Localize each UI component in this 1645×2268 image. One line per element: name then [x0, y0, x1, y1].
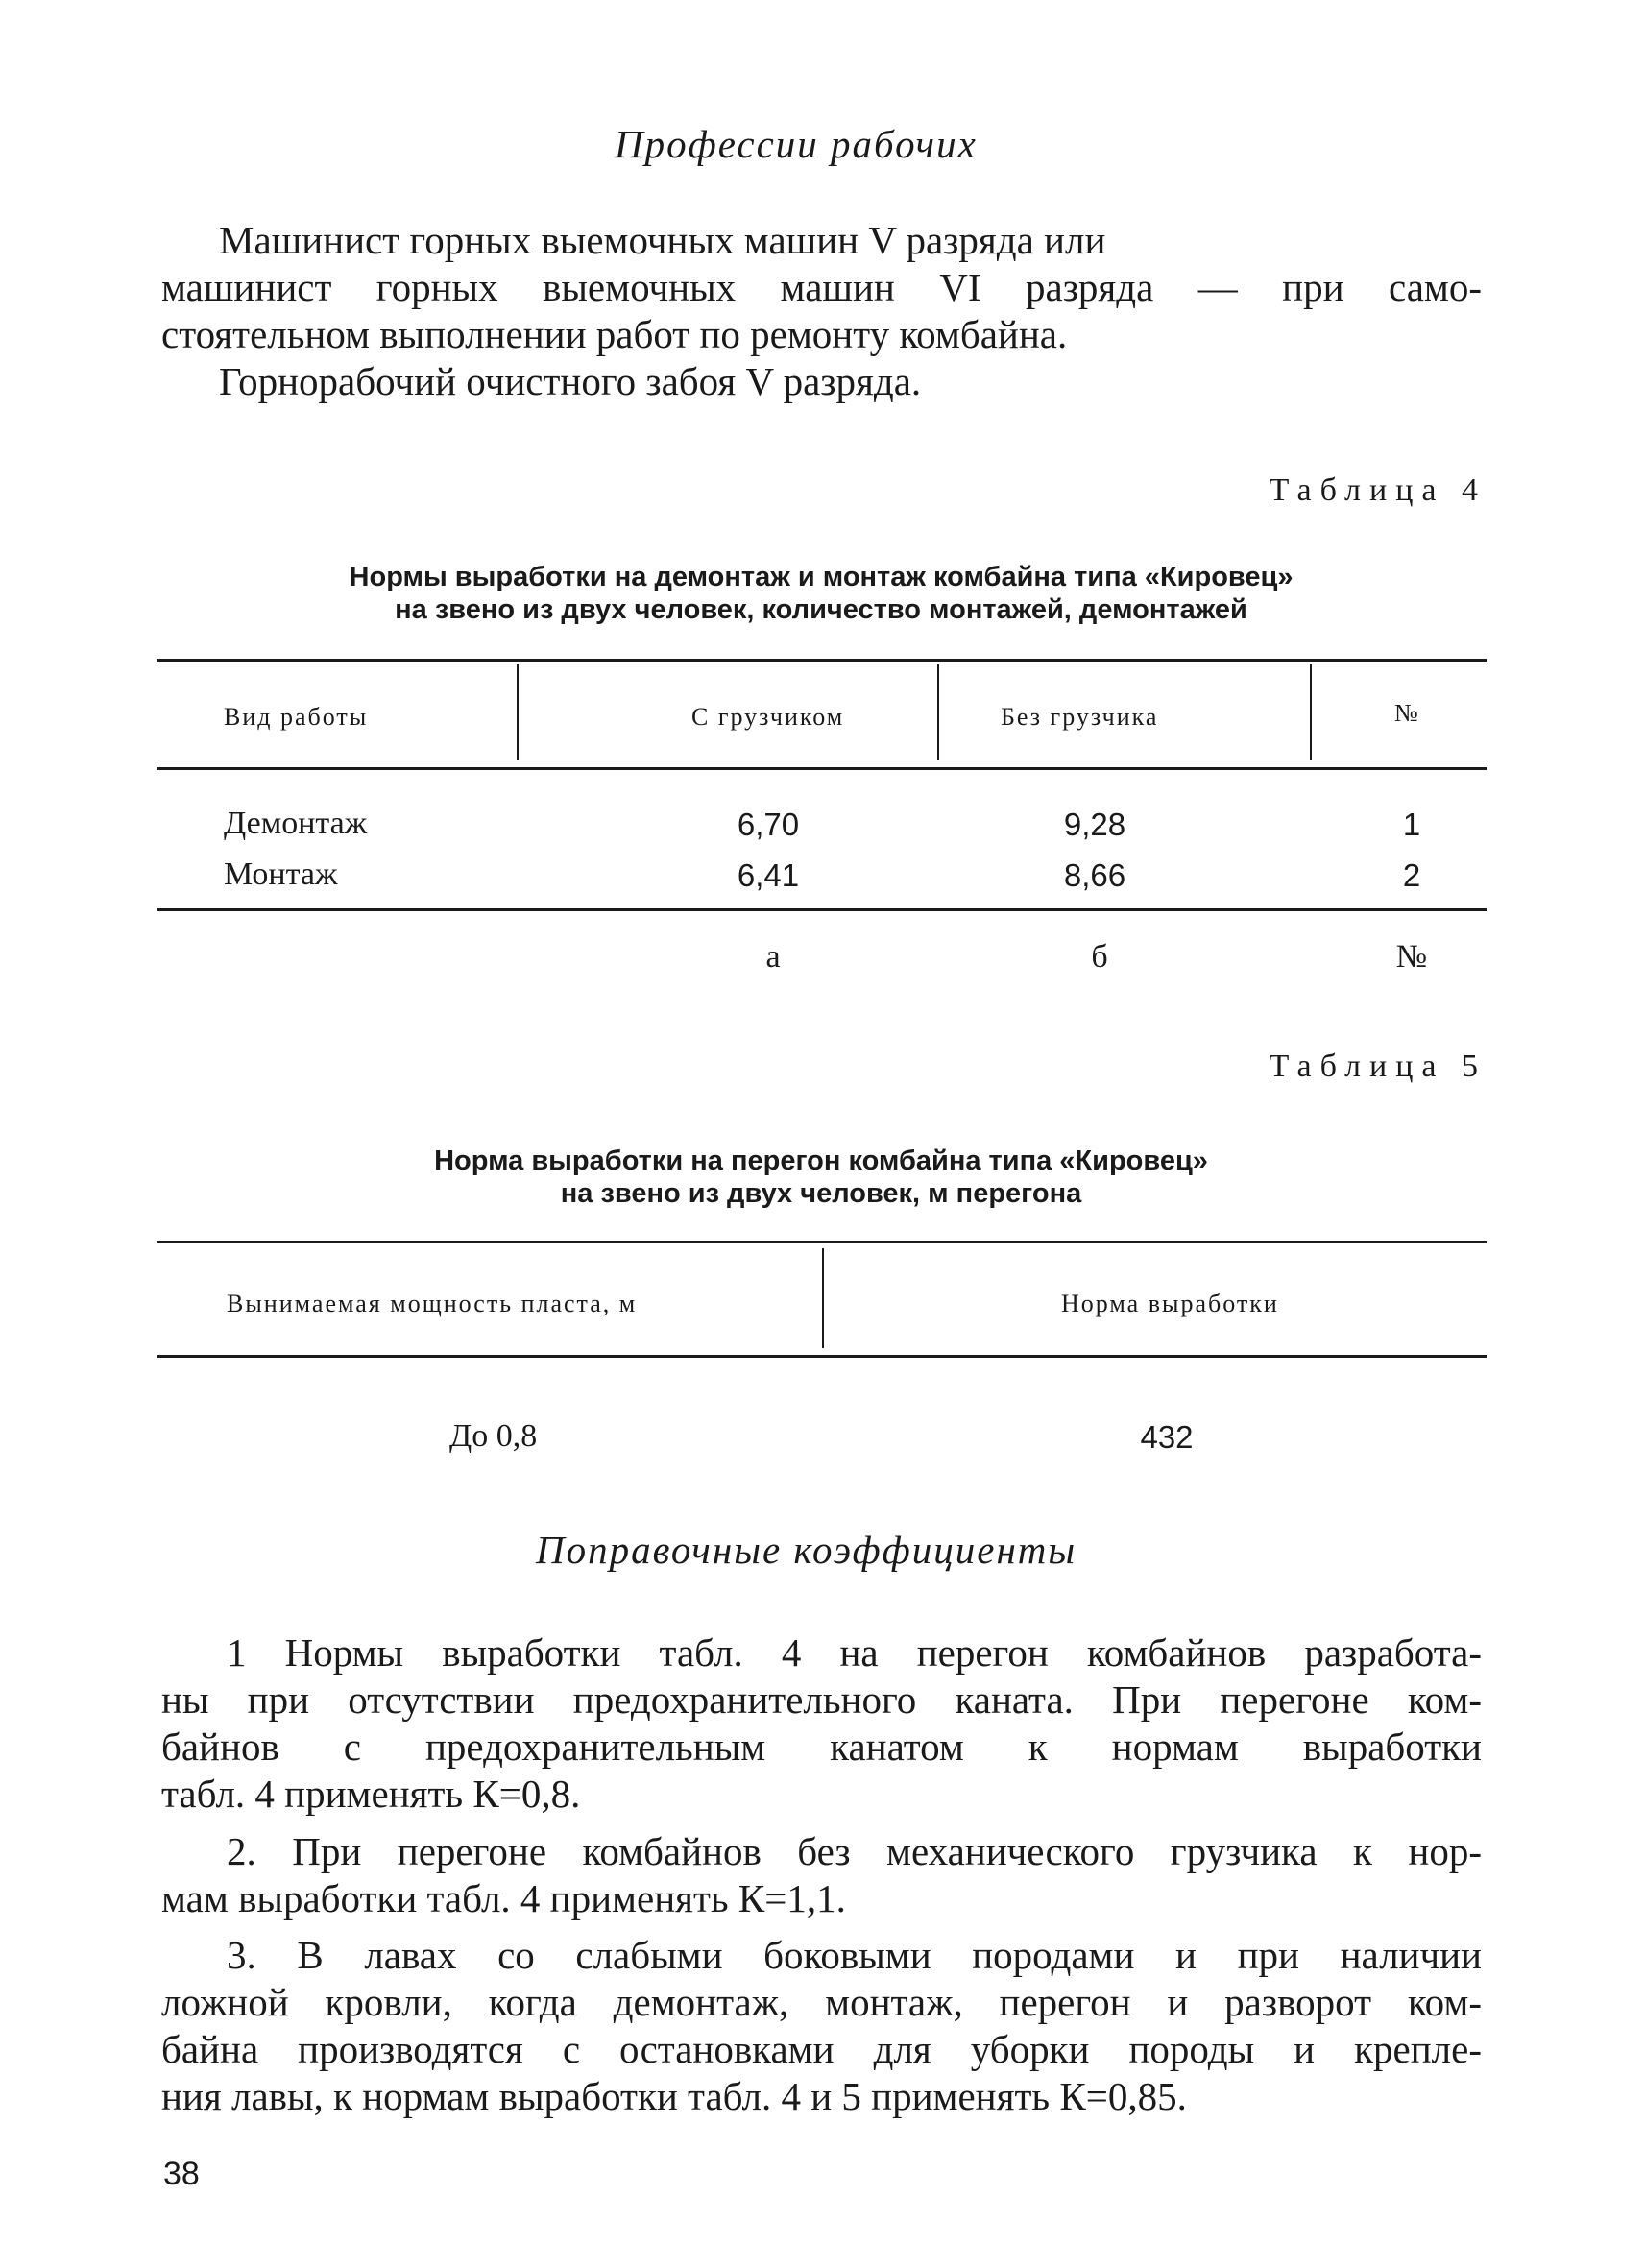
table4-header-rule [157, 767, 1487, 770]
section-heading-coefficients: Поправочные коэффициенты [536, 1528, 1077, 1572]
table5-top-rule [157, 1241, 1487, 1243]
table4-footer-b: б [1091, 939, 1108, 975]
table4-row-1-without-loader: 9,28 [1063, 807, 1126, 842]
section-heading-workers: Профессии рабочих [615, 122, 978, 166]
table4-col-divider-3 [1310, 664, 1312, 760]
table5-header-thickness: Вынимаемая мощность пласта, м [227, 1290, 638, 1317]
table4-row-1-label: Демонтаж [224, 806, 368, 841]
table5-col-divider [822, 1248, 824, 1348]
table4-footer-a: а [765, 939, 781, 975]
table4-header-with-loader: С грузчиком [691, 703, 845, 731]
table4-bottom-rule [157, 908, 1487, 911]
coef-p3-line-1: 3. В лавах со слабыми боковыми породами и при наличии [227, 1933, 1482, 1977]
table4-footer-number: № [1395, 939, 1428, 975]
coef-p1-line-3: байнов с предохранительным канатом к нормам выработки [161, 1725, 1482, 1769]
table4-caption: Таблица 4 [1269, 472, 1487, 508]
page-number: 38 [163, 2156, 200, 2192]
table4-header-work-type: Вид работы [224, 703, 369, 731]
table4-col-divider-2 [937, 664, 939, 760]
table4-row-2-label: Монтаж [224, 857, 338, 892]
table4-top-rule [157, 659, 1487, 662]
workers-line-3: стоятельном выполнении работ по ремонту комбайна. [161, 312, 1068, 356]
table5-title-line-2: на звено из двух человек, м перегона [560, 1178, 1082, 1209]
table4-title-line-1: Нормы выработки на демонтаж и монтаж комбайна типа «Кировец» [349, 562, 1294, 592]
coef-p2-line-2: мам выработки табл. 4 применять К=1,1. [161, 1876, 846, 1920]
coef-p1-line-1: 1 Нормы выработки табл. 4 на перегон комбайнов разработа- [227, 1630, 1482, 1675]
workers-line-2: машинист горных выемочных машин VI разряда — при само- [161, 265, 1482, 309]
coef-p2-line-1: 2. При перегоне комбайнов без механического грузчика к нор- [227, 1829, 1482, 1873]
table5-row-1-norm: 432 [1140, 1419, 1194, 1455]
coef-p3-line-2: ложной кровли, когда демонтаж, монтаж, перегон и разворот ком- [161, 1980, 1482, 2024]
table5-row-1-thickness: До 0,8 [449, 1418, 538, 1454]
coef-p3-line-4: ния лавы, к нормам выработки табл. 4 и 5 применять К=0,85. [161, 2074, 1187, 2118]
table5-header-norm: Норма выработки [1061, 1290, 1279, 1317]
coef-p1-line-2: ны при отсутствии предохранительного каната. При перегоне ком- [161, 1677, 1482, 1722]
table5-caption: Таблица 5 [1269, 1049, 1487, 1084]
table4-header-without-loader: Без грузчика [1001, 703, 1159, 731]
table4-row-2-without-loader: 8,66 [1063, 857, 1126, 893]
table4-row-1-number: 1 [1402, 807, 1421, 842]
table4-row-1-with-loader: 6,70 [737, 807, 800, 842]
table4-header-number: № [1394, 699, 1420, 727]
table4-col-divider-1 [517, 664, 519, 760]
workers-line-4: Горнорабочий очистного забоя V разряда. [219, 359, 922, 403]
workers-line-1: Машинист горных выемочных машин V разряда или [219, 218, 1106, 262]
coef-p3-line-3: байна производятся с остановками для уборки породы и крепле- [161, 2027, 1482, 2071]
table4-row-2-with-loader: 6,41 [737, 857, 800, 893]
table4-title-line-2: на звено из двух человек, количество монтажей, демонтажей [395, 594, 1247, 625]
table5-header-rule [157, 1355, 1487, 1358]
table4-row-2-number: 2 [1402, 857, 1421, 893]
table5-title-line-1: Норма выработки на перегон комбайна типа «Кировец» [434, 1146, 1208, 1176]
coef-p1-line-4: табл. 4 применять К=0,8. [161, 1772, 581, 1816]
